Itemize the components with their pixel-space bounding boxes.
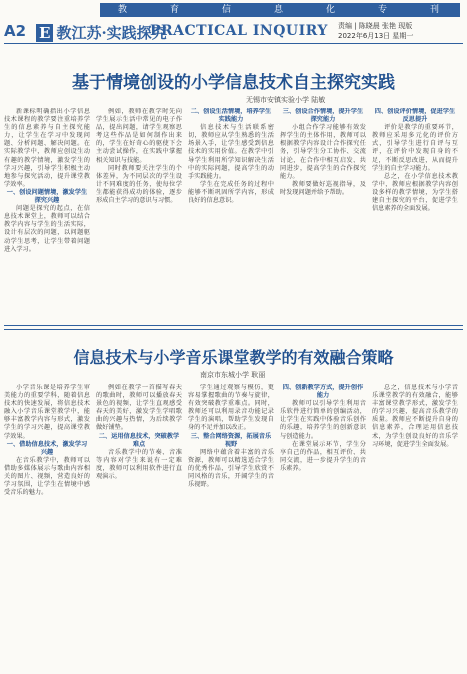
article-column [4,384,90,670]
paragraph: 学生通过观察与模仿，更容易掌握歌曲的节奏与旋律，有效突破教学重难点。同时，教师还可以利用录音功能记录学生的演唱，帮助学生发现自身的不足并加以改正。 [188,384,274,432]
edition-english-title: PRACTICAL INQUIRY [150,23,328,39]
editor-credits: 责编 | 陈晓晨 张艳 现版 [338,22,413,30]
paragraph: 例如在教学一首描写春天的歌曲时，教师可以播放春天景色的视频，让学生直观感受春天的美好，激发学生学唱歌曲的兴趣与热情，为后续教学做好铺垫。 [96,384,182,432]
article-2-title: 信息技术与小学音乐课堂教学的有效融合策略 [73,348,394,367]
paragraph: 例如，教师在教学时先向学生展示生活中常见的电子作品，提出问题，请学生观察思考这些作品是如何制作出来的，学生在好奇心的驱使下会主动尝试操作，在实践中掌握相关知识与技能。 [96,108,182,164]
section-heading: 一、借助信息技术，激发学习兴趣 [6,440,88,456]
paragraph: 同时教师要关注学生的个体差异，为不同层次的学生设计不同难度的任务，使每位学生都能获得成功的体验，逐步形成自主学习的意识与习惯。 [96,164,182,205]
article-2-byline: 南京市东城小学 耿丽 [200,371,266,379]
paragraph: 小学音乐课是培养学生审美能力的重要学科，随着信息技术的快速发展，将信息技术融入小学音乐课堂教学中，能够丰富教学内容与形式，激发学生的学习兴趣，提高课堂教学效果。 [4,384,90,440]
section-heading: 三、创设合作情境，提升学生探究能力 [282,108,364,124]
masthead-band-char: 信 [222,5,232,15]
masthead-band-char: 化 [326,5,336,15]
paragraph: 教师要做好巡视指导，及时发现问题并给予帮助。 [280,180,366,196]
article-column [372,384,458,670]
section-heading: 四、创设评价情境，促进学生反思提升 [374,108,456,124]
paragraph: 在音乐教学中，教师可以借助多媒体展示与歌曲内容相关的图片、视频，营造良好的学习氛围，让学生在情境中感受音乐的魅力。 [4,456,90,497]
paragraph: 教师可以引导学生利用音乐软件进行简单的创编活动，让学生在实践中体验音乐创作的乐趣，培养学生的创新意识与创造能力。 [280,400,366,440]
paragraph: 在课堂展示环节，学生分享自己的作品，相互评价、共同交流，进一步提升学生的音乐素养。 [280,440,366,472]
article-column [280,384,366,670]
article-column [372,108,458,320]
article-column [96,384,182,670]
paragraph: 总之，在小学信息技术教学中，教师应根据教学内容创设多样的教学情境，为学生搭建自主探究的平台，促进学生信息素养的全面发展。 [372,172,458,213]
article-column [280,108,366,320]
article-column [188,108,274,320]
paragraph: 总之，信息技术与小学音乐课堂教学的有效融合，能够丰富课堂教学形式，激发学生的学习兴趣，提高音乐教学的质量。教师应不断提升自身的信息素养，合理运用信息技术，为学生创设良好的音乐学习环境，促进学生全面发展。 [372,384,458,448]
paragraph: 小组合作学习能够有效发挥学生的主体作用，教师可以根据教学内容设计合作探究任务，引导学生分工协作、交流讨论，在合作中相互启发、共同进步，提高学生的合作探究能力。 [280,124,366,180]
issue-date: 2022年6月13日 星期一 [338,32,414,40]
paragraph: 新课标明确指出小学信息技术课程的教学要注重培养学生的信息素养与自主探究能力，让学生在学习中发现问题、分析问题、解决问题。在实际教学中，教师应创设生动有趣的教学情境，激发学生的学习兴趣，引导学生积极主动地参与探究活动，提升课堂教学效率。 [4,108,90,188]
article-divider [4,325,463,330]
section-heading: 三、整合网络资源，拓展音乐视野 [190,432,272,448]
masthead-band-char: 专 [378,5,388,15]
article-1-byline: 无锡市安镇实验小学 陆敏 [246,96,326,104]
article-column [188,384,274,670]
masthead-band-char: 息 [274,5,284,15]
edition-letter: E [36,24,53,42]
page-code: A2 [4,22,27,40]
edition-name [36,22,167,43]
masthead-band-char: 教 [118,5,128,15]
article-column [4,108,90,320]
masthead [0,0,467,46]
header-rule [4,43,463,44]
section-heading: 二、运用信息技术，突破教学难点 [98,432,180,448]
edition-title: 教江苏·实践探究 [56,24,167,42]
article-column [96,108,182,320]
paragraph: 网络中蕴含着丰富的音乐资源，教师可以精选适合学生的优秀作品，引导学生欣赏不同风格的音乐，开阔学生的音乐视野。 [188,448,274,489]
section-heading: 四、创新教学方式，提升创作能力 [282,384,364,400]
masthead-band-char: 育 [170,5,180,15]
paragraph: 评价是教学的重要环节，教师应采用多元化的评价方式，引导学生进行自评与互评，在评价中发现自身的不足，不断反思改进，从而提升学生的自主学习能力。 [372,124,458,172]
section-heading: 二、创设生活情境，培养学生实践能力 [190,108,272,124]
masthead-band [100,3,460,17]
section-heading: 一、创设问题情境，激发学生探究兴趣 [6,188,88,205]
paragraph: 音乐教学中的节奏、音准等内容对学生来说有一定难度，教师可以利用软件进行直观演示。 [96,448,182,481]
paragraph: 问题是探究的起点，在信息技术课堂上，教师可以结合教学内容与学生的生活实际，设计有层次的问题，以问题驱动学生思考，让学生带着问题进入学习。 [4,205,90,253]
article-1-title: 基于情境创设的小学信息技术自主探究实践 [72,73,395,93]
paragraph: 信息技术与生活联系密切，教师应从学生熟悉的生活场景入手，让学生感受到信息技术的实用价值。在教学中引导学生利用所学知识解决生活中的实际问题，提高学生的动手实践能力。 [188,124,274,180]
masthead-band-char: 刊 [430,5,440,15]
paragraph: 学生在完成任务的过程中能够不断巩固所学内容，形成良好的信息意识。 [188,180,274,205]
